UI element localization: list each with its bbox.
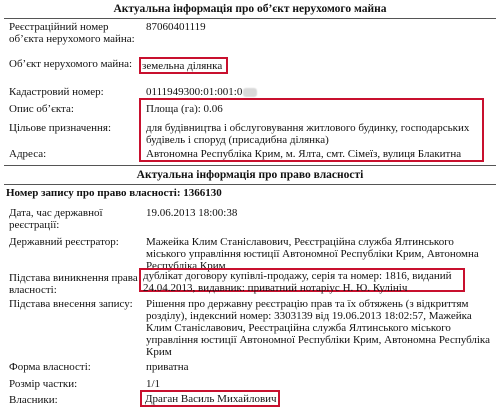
record-number-heading xyxy=(6,187,222,200)
label-entry-basis: Підстава внесення запису: xyxy=(9,298,133,310)
label-purpose: Цільове призначення: xyxy=(9,122,112,134)
cadastral-number: 0111949300:01:001:0 xyxy=(146,86,243,98)
value-address: Автономна Республіка Крим, м. Ялта, смт. Сімеїз, вулиця Блакитна xyxy=(146,148,462,160)
value-description: Площа (га): 0.06 xyxy=(146,103,223,115)
divider xyxy=(4,165,496,166)
label-registrar: Державний реєстратор: xyxy=(9,236,119,248)
label-description: Опис об’єкта: xyxy=(9,103,74,115)
label-cadastral: Кадастровий номер: xyxy=(9,86,104,98)
label-address: Адреса: xyxy=(9,148,47,160)
section-title-ownership: Актуальна інформація про право власності xyxy=(136,169,364,181)
value-registrar: Мажейка Клим Станіславович, Реєстраційна служба Ялтинського міського управління юстиції Автономної Республіки Крим, Автономна Республіка Крим xyxy=(146,236,479,272)
record-number-value: 1366130 xyxy=(183,187,222,199)
label-reg-number: Реєстраційний номер об’єкта нерухомого майна: xyxy=(9,21,135,45)
divider xyxy=(4,18,496,19)
value-share: 1/1 xyxy=(146,378,161,390)
label-basis: Підстава виникнення права власності: xyxy=(9,272,138,296)
section-title-object: Актуальна інформація про об’єкт нерухомого майна xyxy=(113,3,387,15)
value-datetime: 19.06.2013 18:00:38 xyxy=(146,207,238,219)
value-entry-basis: Рішення про державну реєстрацію прав та їх обтяжень (з відкриттям розділу), індексний номер: 3303139 від 19.06.2013 18:02:57, Мажейка Клим Станіславович, Реєстраційна служба Ялтинського міського управління юстиції Автономної Республіки Крим, Автономна Республіка Крим xyxy=(146,298,490,358)
value-purpose: для будівництва і обслуговування житлового будинку, господарських будівель і споруд (присадибна ділянка) xyxy=(146,122,470,146)
label-owners: Власники: xyxy=(9,394,58,406)
value-form: приватна xyxy=(146,361,189,373)
value-basis: дублікат договору купівлі-продажу, серія та номер: 1816, виданий 24.04.2013, видавник: приватний нотаріус Н. Ю. Кулініч xyxy=(143,270,452,294)
value-owners: Драган Василь Михайлович xyxy=(145,393,277,405)
redacted-blur xyxy=(243,88,257,97)
label-form: Форма власності: xyxy=(9,361,91,373)
value-cadastral xyxy=(146,86,257,98)
value-reg-number: 87060401119 xyxy=(146,21,206,33)
label-share: Розмір частки: xyxy=(9,378,78,390)
label-object: Об’єкт нерухомого майна: xyxy=(9,58,133,70)
value-object: земельна ділянка xyxy=(142,60,223,72)
divider xyxy=(4,184,496,185)
record-number-label: Номер запису про право власності: xyxy=(6,187,181,199)
label-datetime: Дата, час державної реєстрації: xyxy=(9,207,103,231)
